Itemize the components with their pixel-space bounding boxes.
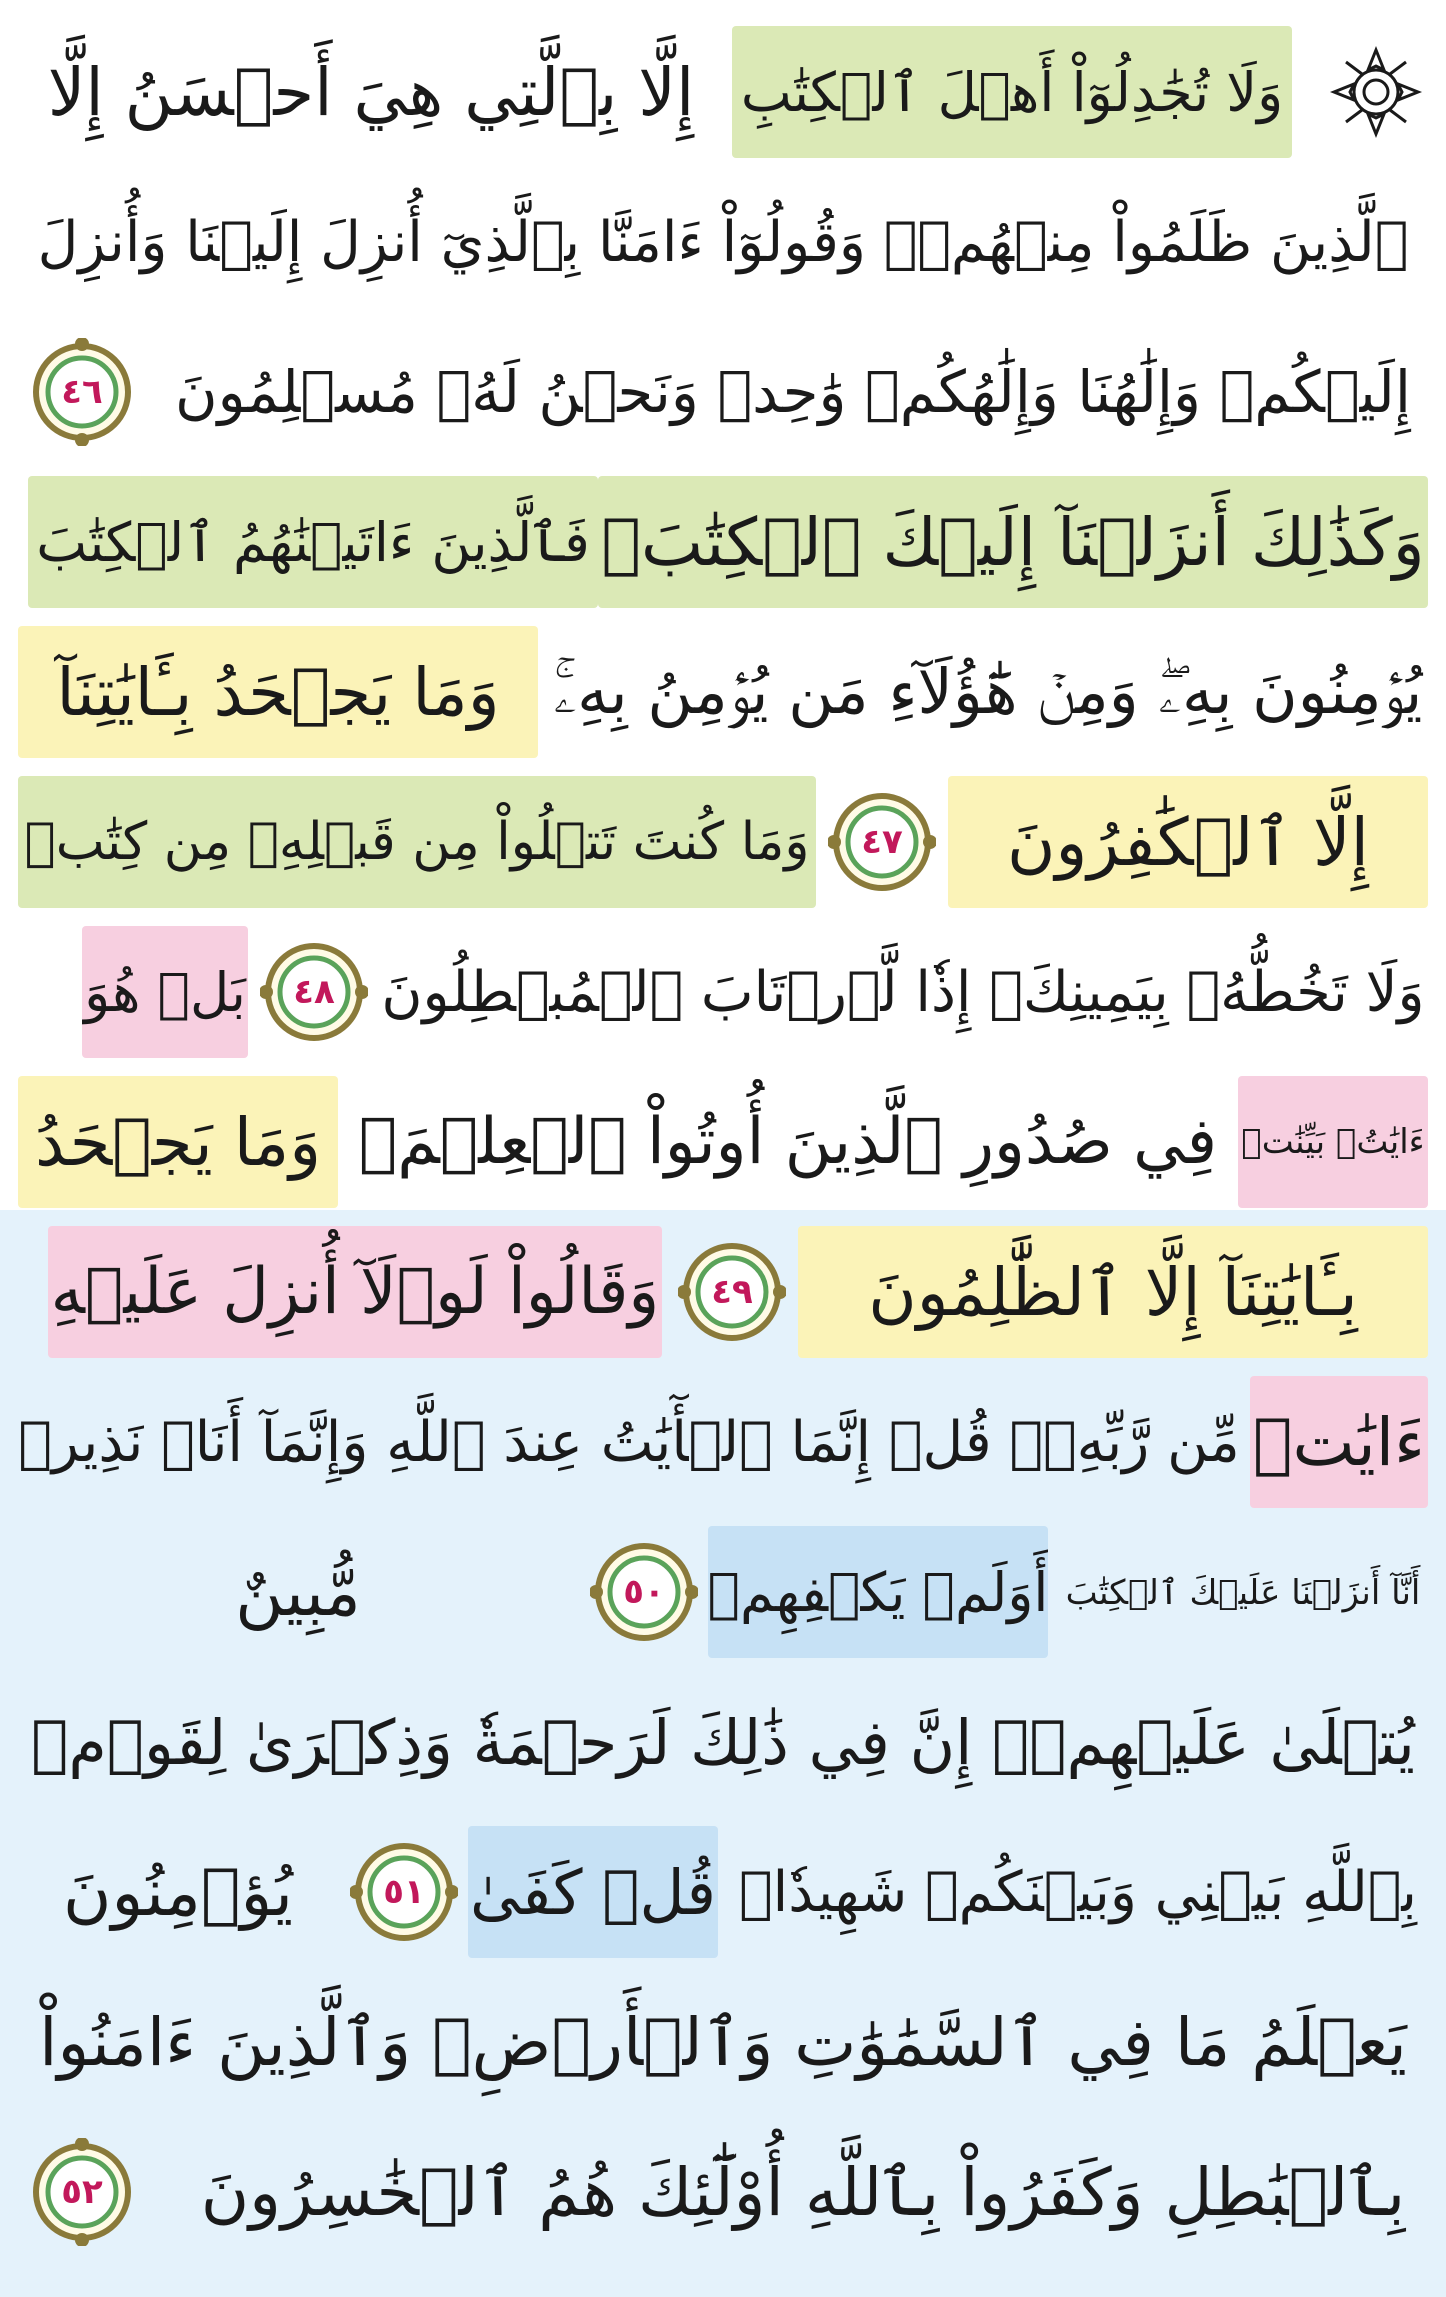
ayah-number: ٥٠ [623,1572,665,1612]
verse-segment: يَعۡلَمُ مَا فِي ٱلسَّمَٰوَٰتِ وَٱلۡأَرۡضِۗ وَٱلَّذِينَ ءَامَنُواْ [39,2003,1407,2081]
verse-segment: مُّبِينٌ [235,1553,361,1631]
ayah-number-marker [260,938,368,1046]
rosette-icon [1324,40,1428,144]
verse-segment: مِّن رَّبِّهِۦۖ قُلۡ إِنَّمَا ٱلۡأٓيَٰتُ عِندَ ٱللَّهِ وَإِنَّمَآ أَنَا۠ نَذِيرٞ [18,1409,1240,1475]
verse-segment: إِلَّا بِٱلَّتِي هِيَ أَحۡسَنُ إِلَّا [47,53,695,131]
verse-line [18,2120,1428,2270]
verse-segment: قُلۡ كَفَىٰ [468,1826,718,1958]
verse-segment: وَلَا تُجَٰدِلُوٓاْ أَهۡلَ ٱلۡكِتَٰبِ [732,26,1292,158]
ayah-number: ٤٦ [61,372,103,412]
verse-line [18,1520,1428,1670]
verse-segment: بِٱللَّهِ بَيۡنِي وَبَيۡنَكُمۡ شَهِيدٗاۖ [739,1859,1417,1925]
verse-segment: أَوَلَمۡ يَكۡفِهِمۡ [708,1526,1048,1658]
ayah-number-marker [828,788,936,896]
ayah-number-marker [678,1238,786,1346]
verse-line [18,620,1428,770]
verse-segment: إِلَيۡكُمۡ وَإِلَٰهُنَا وَإِلَٰهُكُمۡ وَٰحِدٞ وَنَحۡنُ لَهُۥ مُسۡلِمُونَ [175,358,1411,426]
verse-segment: بِٱلۡبَٰطِلِ وَكَفَرُواْ بِٱللَّهِ أُوْلَٰٓئِكَ هُمُ ٱلۡخَٰسِرُونَ [200,2153,1406,2231]
verse-segment: فَٱلَّذِينَ ءَاتَيۡنَٰهُمُ ٱلۡكِتَٰبَ [28,476,598,608]
verse-segment: يُؤۡمِنُونَ [63,1853,293,1931]
verse-segment: إِلَّا ٱلۡكَٰفِرُونَ [948,776,1428,908]
verse-segment: ٱلَّذِينَ ظَلَمُواْ مِنۡهُمۡۖ وَقُولُوٓاْ ءَامَنَّا بِٱلَّذِيٓ أُنزِلَ إِلَيۡنَا وَأُنزِلَ [37,209,1409,275]
ayah-number-marker [28,2138,136,2246]
verse-line [18,20,1428,170]
verse-line [18,170,1428,320]
ayah-number: ٥٢ [61,2172,103,2212]
verse-segment: وَمَا يَجۡحَدُ [18,1076,338,1208]
verse-segment: أَنَّآ أَنزَلۡنَا عَلَيۡكَ ٱلۡكِتَٰبَ [1065,1572,1421,1613]
ayah-number-marker [28,338,136,446]
verse-line [18,1220,1428,1370]
verse-line [18,770,1428,920]
verse-segment: بِـَٔايَٰتِنَآ إِلَّا ٱلظَّٰلِمُونَ [798,1226,1428,1358]
verse-line [18,1820,1428,1970]
verse-line [18,470,1428,620]
verse-line [18,320,1428,470]
verse-line [18,920,1428,1070]
ayah-number: ٤٩ [711,1272,753,1312]
verse-segment: فِي صُدُورِ ٱلَّذِينَ أُوتُواْ ٱلۡعِلۡمَۚ [358,1105,1218,1179]
verse-segment: وَمَا يَجۡحَدُ بِـَٔايَٰتِنَآ [18,626,538,758]
verse-segment: يُتۡلَىٰ عَلَيۡهِمۡۚ إِنَّ فِي ذَٰلِكَ لَرَحۡمَةٗ وَذِكۡرَىٰ لِقَوۡمٖ [31,1705,1415,1779]
ayah-number: ٤٨ [293,972,335,1012]
verse-segment: بَلۡ هُوَ [82,926,248,1058]
ayah-number: ٤٧ [861,822,903,862]
verse-segment: ءَايَٰتُۢ بَيِّنَٰتٞ [1238,1076,1428,1208]
verse-line [18,1370,1428,1520]
verse-segment: وَمَا كُنتَ تَتۡلُواْ مِن قَبۡلِهِۦ مِن كِتَٰبٖ [18,776,816,908]
verse-line [18,1970,1428,2120]
ayah-number-marker [350,1838,458,1946]
verse-segment: ءَايَٰتٞ [1250,1376,1428,1508]
ayah-number: ٥١ [383,1872,425,1912]
verse-segment: وَكَذَٰلِكَ أَنزَلۡنَآ إِلَيۡكَ ٱلۡكِتَٰبَۚ [598,476,1428,608]
verse-segment: يُؤۡمِنُونَ بِهِۦۖ وَمِنۡ هَٰٓؤُلَآءِ مَن يُؤۡمِنُ بِهِۦۚ [553,655,1423,728]
verse-segment: وَلَا تَخُطُّهُۥ بِيَمِينِكَۖ إِذٗا لَّٱرۡتَابَ ٱلۡمُبۡطِلُونَ [381,959,1425,1025]
verse-line [18,1070,1428,1220]
verse-segment: وَقَالُواْ لَوۡلَآ أُنزِلَ عَلَيۡهِ [48,1226,662,1358]
verse-line [18,1670,1428,1820]
ayah-number-marker [590,1538,698,1646]
